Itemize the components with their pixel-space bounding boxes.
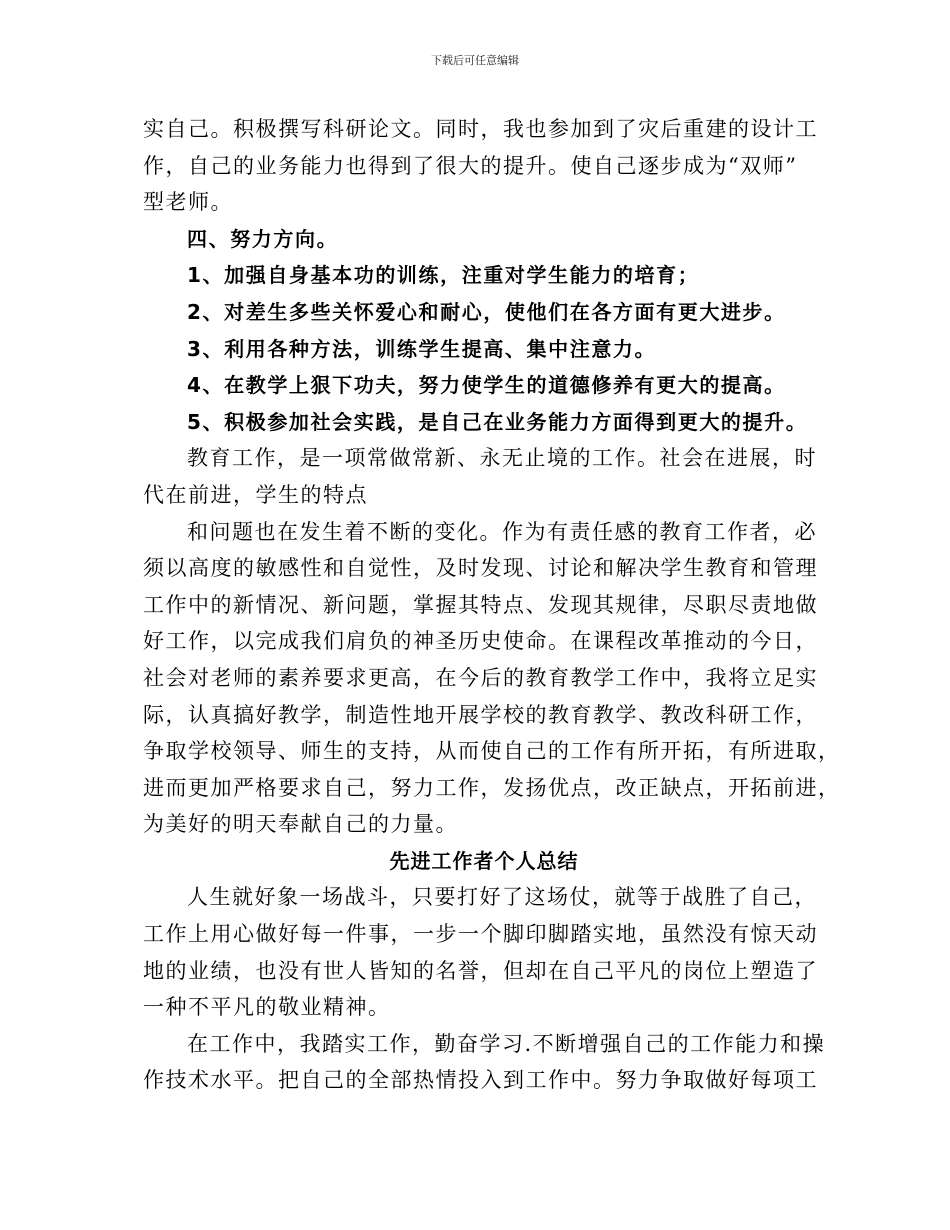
text-line: 教育工作，是一项常做常新、永无止境的工作。社会在进展，时	[187, 446, 817, 471]
section-heading: 四、努力方向。	[187, 226, 339, 251]
list-item: 5、积极参加社会实践，是自己在业务能力方面得到更大的提升。	[187, 409, 808, 434]
document-title: 先进工作者个人总结	[389, 848, 579, 873]
text-line: 争取学校领导、师生的支持，从而使自己的工作有所开拓，有所进取，	[143, 739, 841, 764]
text-line: 作技术水平。把自己的全部热情投入到工作中。努力争取做好每项工	[143, 1068, 818, 1093]
text-line: 须以高度的敏感性和自觉性，及时发现、讨论和解决学生教育和管理	[143, 556, 818, 581]
text-line: 型老师。	[143, 190, 233, 215]
page-header-note: 下载后可任意编辑	[431, 54, 519, 67]
text-line: 工作上用心做好每一件事，一步一个脚印脚踏实地，虽然没有惊天动	[143, 922, 818, 947]
text-line: 好工作，以完成我们肩负的神圣历史使命。在课程改革推动的今日，	[143, 629, 818, 654]
text-line: 和问题也在发生着不断的变化。作为有责任感的教育工作者，必	[187, 519, 817, 544]
text-line: 为美好的明天奉献自己的力量。	[143, 812, 458, 837]
list-item: 4、在教学上狠下功夫，努力使学生的道德修养有更大的提高。	[187, 373, 786, 398]
text-line: 进而更加严格要求自己，努力工作，发扬优点，改正缺点，开拓前进，	[143, 775, 841, 800]
text-line: 一种不平凡的敬业精神。	[143, 995, 391, 1020]
text-line: 社会对老师的素养要求更高，在今后的教育教学工作中，我将立足实	[143, 665, 818, 690]
list-item: 1、加强自身基本功的训练，注重对学生能力的培育；	[187, 263, 700, 288]
text-line: 实自己。积极撰写科研论文。同时，我也参加到了灾后重建的设计工	[143, 117, 818, 141]
list-item: 2、对差生多些关怀爱心和耐心，使他们在各方面有更大进步。	[187, 299, 786, 324]
text-line: 地的业绩，也没有世人皆知的名誉，但却在自己平凡的岗位上塑造了	[143, 958, 818, 983]
list-item: 3、利用各种方法，训练学生提高、集中注意力。	[187, 336, 657, 361]
text-line: 代在前进，学生的特点	[143, 482, 368, 507]
text-line: 工作中的新情况、新问题，掌握其特点、发现其规律，尽职尽责地做	[143, 592, 818, 617]
text-line: 在工作中，我踏实工作，勤奋学习.不断增强自己的工作能力和操	[187, 1031, 826, 1056]
text-line: 际，认真搞好教学，制造性地开展学校的教育教学、教改科研工作，	[143, 702, 818, 727]
document-body	[143, 111, 841, 1099]
text-line: 作，自己的业务能力也得到了很大的提升。使自己逐步成为“双师”	[143, 153, 798, 178]
text-line: 人生就好象一场战斗，只要打好了这场仗，就等于战胜了自己，	[187, 885, 817, 910]
